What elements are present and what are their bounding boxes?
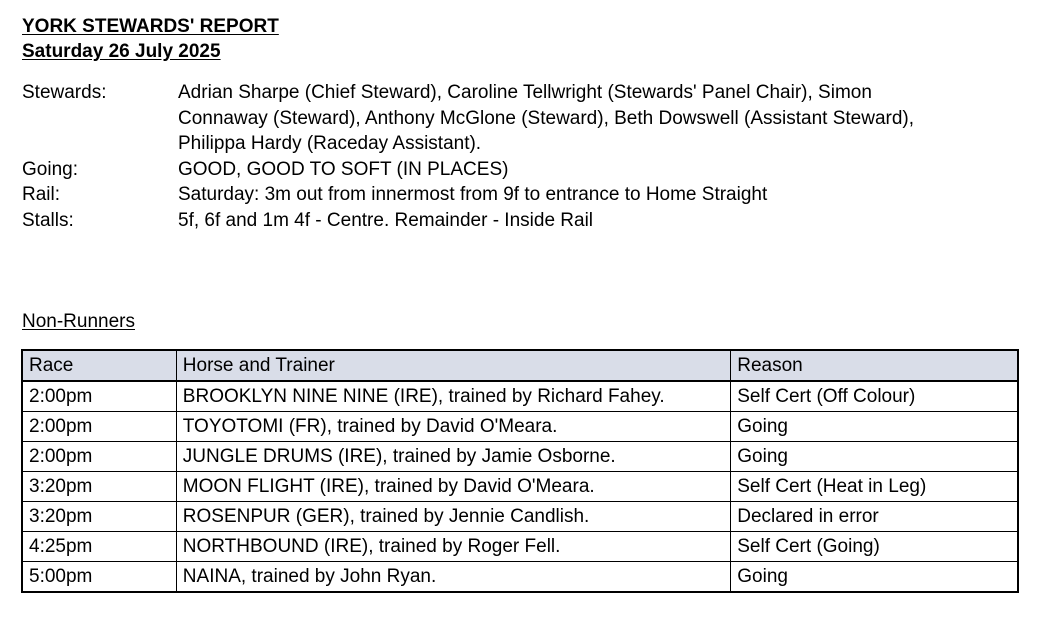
info-label: Stewards: [22,82,107,103]
cell-reason: Going [731,442,1018,472]
cell-race: 3:20pm [22,472,176,502]
cell-horse: NORTHBOUND (IRE), trained by Roger Fell. [176,532,730,562]
cell-reason: Going [731,562,1018,593]
cell-race: 5:00pm [22,562,176,593]
non-runners-table [21,349,1019,593]
cell-horse: JUNGLE DRUMS (IRE), trained by Jamie Osborne. [176,442,730,472]
report-title: YORK STEWARDS' REPORT [22,16,279,37]
cell-reason: Declared in error [731,502,1018,532]
info-label: Going: [22,158,78,180]
table-row [22,412,1018,442]
cell-race: 4:25pm [22,532,176,562]
cell-reason: Going [731,412,1018,442]
info-value: 5f, 6f and 1m 4f - Centre. Remainder - Inside Rail [178,209,594,231]
info-value: Saturday: 3m out from innermost from 9f to entrance to Home Straight [178,184,768,205]
cell-horse: BROOKLYN NINE NINE (IRE), trained by Richard Fahey. [176,381,730,412]
info-row-rail [22,182,1032,208]
cell-race: 2:00pm [22,381,176,412]
non-runners-heading: Non-Runners [22,311,135,332]
cell-race: 2:00pm [22,412,176,442]
table-row [22,381,1018,412]
cell-horse: MOON FLIGHT (IRE), trained by David O'Meara. [176,472,730,502]
info-value: GOOD, GOOD TO SOFT (IN PLACES) [178,158,509,180]
info-value-line: Adrian Sharpe (Chief Steward), Caroline Tellwright (Stewards' Panel Chair), Simon [178,82,872,103]
table-row [22,532,1018,562]
cell-race: 2:00pm [22,442,176,472]
info-value-line: Connaway (Steward), Anthony McGlone (Steward), Beth Dowswell (Assistant Steward), [178,107,915,129]
cell-horse: ROSENPUR (GER), trained by Jennie Candlish. [176,502,730,532]
column-header-horse: Horse and Trainer [176,350,730,381]
info-label: Rail: [22,184,61,205]
cell-horse: NAINA, trained by John Ryan. [176,562,730,593]
cell-reason: Self Cert (Heat in Leg) [731,472,1018,502]
info-label: Stalls: [22,209,74,231]
table-header-row [22,350,1018,381]
info-value [178,80,1032,157]
race-info [22,80,1032,233]
table-row [22,562,1018,593]
table-row [22,442,1018,472]
table-row [22,502,1018,532]
report-header [22,14,279,64]
cell-race: 3:20pm [22,502,176,532]
cell-horse: TOYOTOMI (FR), trained by David O'Meara. [176,412,730,442]
info-value-line: Philippa Hardy (Raceday Assistant). [178,133,482,154]
column-header-reason: Reason [731,350,1018,381]
cell-reason: Self Cert (Off Colour) [731,381,1018,412]
report-date: Saturday 26 July 2025 [22,41,221,62]
column-header-race: Race [22,350,176,381]
table-row [22,472,1018,502]
info-row-going [22,157,1032,183]
cell-reason: Self Cert (Going) [731,532,1018,562]
info-row-stewards [22,80,1032,157]
info-row-stalls [22,208,1032,234]
